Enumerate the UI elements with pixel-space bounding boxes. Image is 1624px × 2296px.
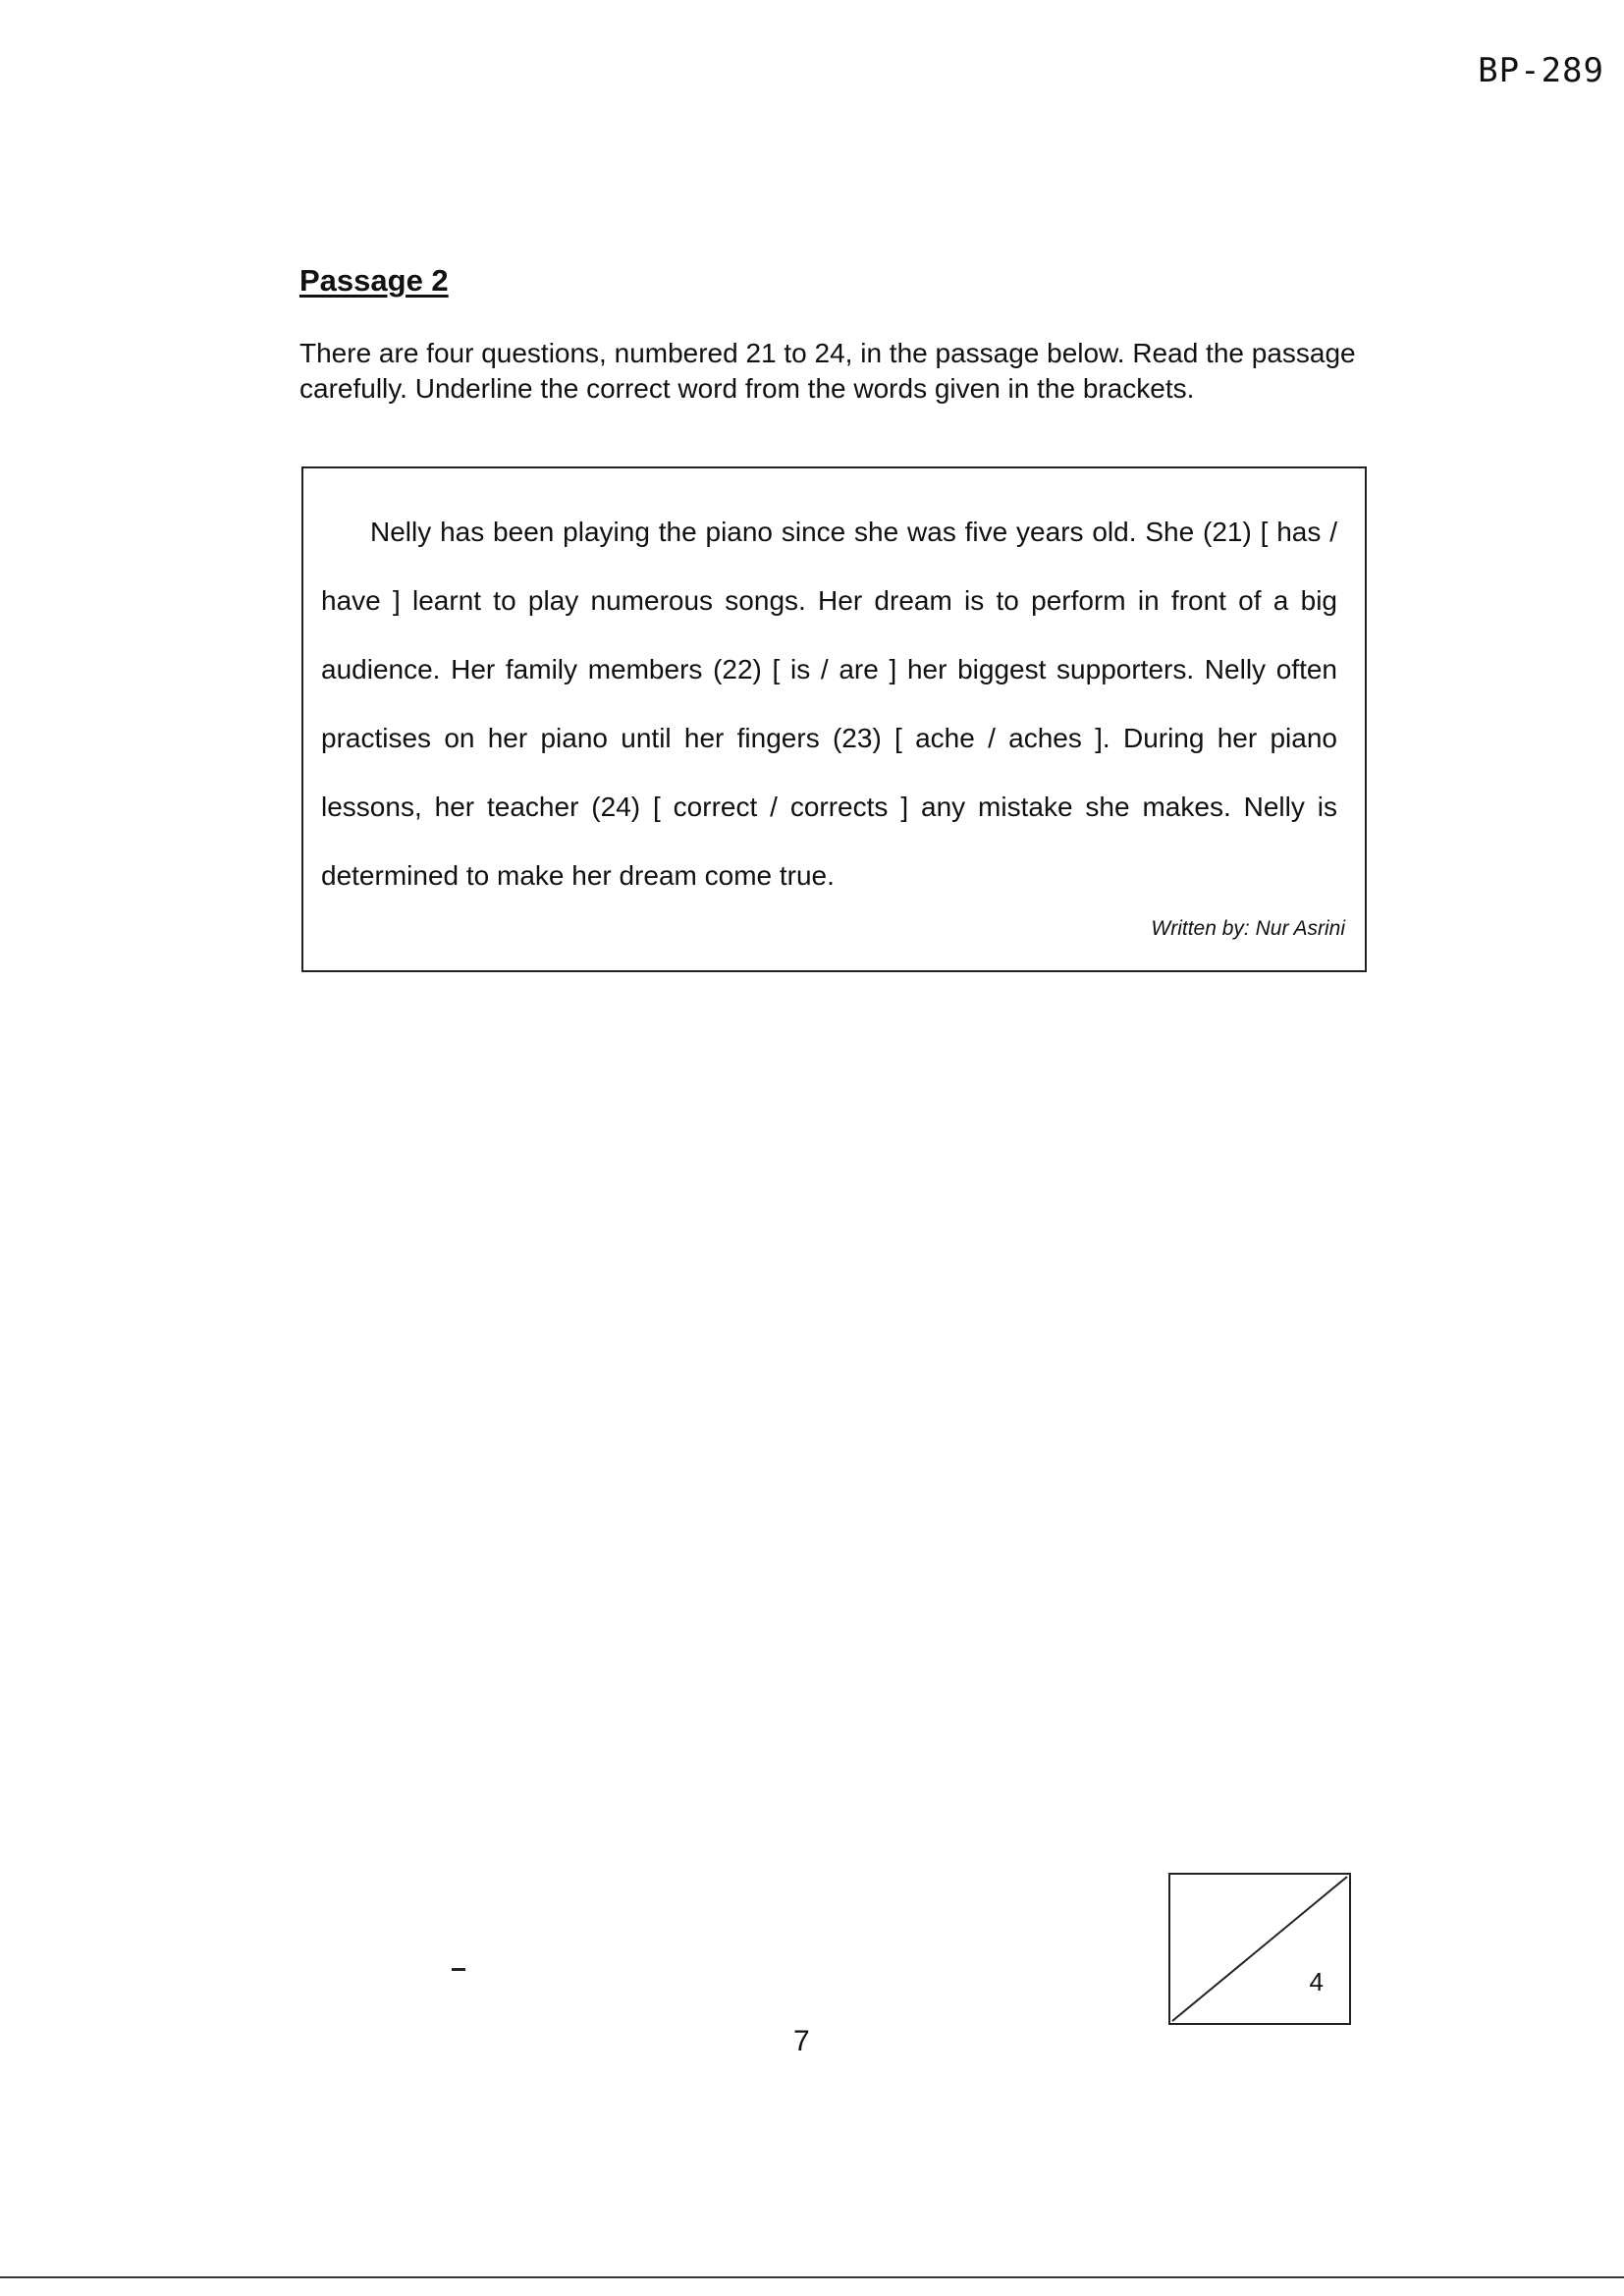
passage-box	[301, 466, 1367, 972]
instructions-text: There are four questions, numbered 21 to 24, in the passage below. Read the passage carefully. Underline the correct word from the words given in the brackets.	[299, 338, 1356, 404]
section-title: Passage 2	[299, 263, 449, 298]
page-code: BP-289	[1478, 51, 1604, 90]
score-marks: 4	[1309, 1967, 1324, 1996]
bottom-rule	[0, 2276, 1624, 2278]
page-number: 7	[793, 2025, 810, 2057]
stray-mark	[452, 1968, 465, 1971]
passage-text: Nelly has been playing the piano since she was five years old. She (21) [ has / have ] learnt to play numerous songs. Her dream is to perform in front of a big audience. Her family members (22) [ is / are ] her biggest supporters. Nelly often practises on her piano until her fingers (23) [ ache / aches ]. During her piano lessons, her teacher (24) [ correct / corrects ] any mistake she makes. Nelly is determined to make her dream come true.	[321, 517, 1337, 891]
diagonal-line-icon	[1170, 1875, 1349, 2023]
score-box	[1168, 1873, 1351, 2025]
passage-author: Written by: Nur Asrini	[1151, 917, 1345, 940]
